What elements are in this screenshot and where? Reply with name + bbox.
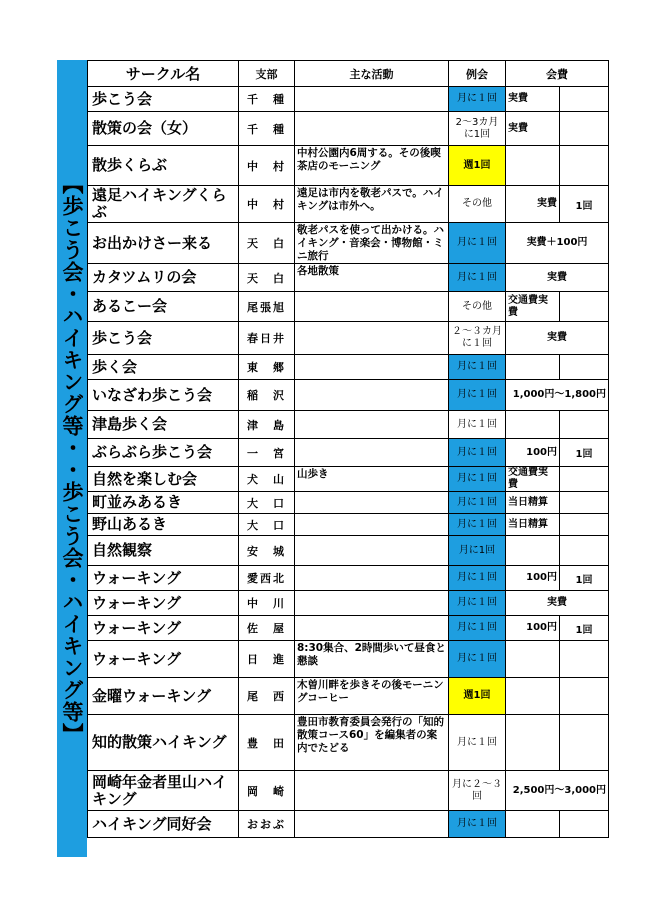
frequency-cell: 月に１回 <box>449 467 506 492</box>
branch-cell: 東 郷 <box>239 355 295 380</box>
circle-name: 自然を楽しむ会 <box>88 467 239 492</box>
fee-cell <box>506 536 560 566</box>
frequency-cell: 月に１回 <box>449 264 506 292</box>
fee-cell <box>506 641 560 678</box>
fee-cell: 2,500円～3,000円 <box>506 771 609 811</box>
side-title: 【歩こう会・ハイキング等・・歩こう会・ハイキング等】 <box>60 172 84 745</box>
activity-cell <box>295 536 449 566</box>
frequency-cell: 月に１回 <box>449 411 506 439</box>
activity-cell <box>295 811 449 838</box>
fee-cell: 100円 <box>506 566 560 591</box>
fee-cell <box>506 411 560 439</box>
table-row <box>88 322 609 355</box>
activity-cell <box>295 771 449 811</box>
branch-cell: 尾 西 <box>239 678 295 715</box>
frequency-cell: 月に１回 <box>449 223 506 264</box>
fee-count-cell <box>560 715 609 771</box>
activity-cell <box>295 439 449 467</box>
fee-count-cell <box>560 492 609 514</box>
frequency-cell: 週1回 <box>449 146 506 186</box>
activity-cell <box>295 355 449 380</box>
circle-name: 岡崎年金者里山ハイキング <box>88 771 239 811</box>
fee-cell: 100円 <box>506 439 560 467</box>
branch-cell: 天 白 <box>239 264 295 292</box>
activity-cell: 遠足は市内を敬老パスで。ハイキングは市外へ。 <box>295 186 449 223</box>
branch-cell: 大 口 <box>239 492 295 514</box>
header-branch: 支部 <box>239 61 295 87</box>
fee-cell: 実費 <box>506 591 609 616</box>
circle-name: ウォーキング <box>88 641 239 678</box>
table-row <box>88 678 609 715</box>
table-row <box>88 514 609 536</box>
table-row <box>88 292 609 322</box>
fee-cell: 当日精算 <box>506 514 560 536</box>
frequency-cell: 月に１回 <box>449 514 506 536</box>
header-activity: 主な活動 <box>295 61 449 87</box>
circle-name: 津島歩く会 <box>88 411 239 439</box>
table-row <box>88 771 609 811</box>
circle-name: 散歩くらぶ <box>88 146 239 186</box>
activity-cell: 豊田市教育委員会発行の「知的散策コース60」を編集者の案内でたどる <box>295 715 449 771</box>
frequency-cell: 月に１回 <box>449 566 506 591</box>
frequency-cell: 月に１回 <box>449 641 506 678</box>
header-row <box>88 61 609 87</box>
fee-cell: 実費 <box>506 264 609 292</box>
activity-cell <box>295 411 449 439</box>
branch-cell: 千 種 <box>239 112 295 146</box>
fee-cell <box>506 678 560 715</box>
frequency-cell: 月に１回 <box>449 355 506 380</box>
circle-name: 町並みあるき <box>88 492 239 514</box>
branch-cell: 中 川 <box>239 591 295 616</box>
fee-count-cell <box>560 411 609 439</box>
activity-cell <box>295 322 449 355</box>
circle-name: 知的散策ハイキング <box>88 715 239 771</box>
frequency-cell: 2～3カ月に1回 <box>449 112 506 146</box>
circle-name: 自然観察 <box>88 536 239 566</box>
circle-table <box>87 60 609 838</box>
fee-cell: 当日精算 <box>506 492 560 514</box>
activity-cell <box>295 380 449 411</box>
fee-cell <box>506 146 560 186</box>
fee-cell: 交通費実費 <box>506 292 560 322</box>
branch-cell: 岡 崎 <box>239 771 295 811</box>
branch-cell: 天 白 <box>239 223 295 264</box>
branch-cell: 稲 沢 <box>239 380 295 411</box>
table-row <box>88 186 609 223</box>
table-row <box>88 566 609 591</box>
frequency-cell: 月に１回 <box>449 715 506 771</box>
circle-name: ウォーキング <box>88 616 239 641</box>
table-row <box>88 146 609 186</box>
header-name: サークル名 <box>88 61 239 87</box>
activity-cell: 敬老パスを使って出かける。ハイキング・音楽会・博物館・ミニ旅行 <box>295 223 449 264</box>
branch-cell: 中 村 <box>239 186 295 223</box>
table-row <box>88 492 609 514</box>
circle-name: ウォーキング <box>88 566 239 591</box>
activity-cell: 各地散策 <box>295 264 449 292</box>
circle-name: お出かけさー来る <box>88 223 239 264</box>
branch-cell: 日 進 <box>239 641 295 678</box>
fee-count-cell <box>560 355 609 380</box>
branch-cell: 佐 屋 <box>239 616 295 641</box>
table-row <box>88 411 609 439</box>
header-fee: 会費 <box>506 61 609 87</box>
fee-count-cell <box>560 514 609 536</box>
activity-cell: 8:30集合、2時間歩いて昼食と懇談 <box>295 641 449 678</box>
circle-name: あるこー会 <box>88 292 239 322</box>
circle-name: 金曜ウォーキング <box>88 678 239 715</box>
fee-cell <box>506 355 560 380</box>
table-row <box>88 264 609 292</box>
fee-cell: 実費 <box>506 186 560 223</box>
fee-cell: 実費 <box>506 87 560 112</box>
activity-cell: 木曽川畔を歩きその後モーニングコーヒー <box>295 678 449 715</box>
frequency-cell: 月に1回 <box>449 536 506 566</box>
fee-count-cell <box>560 641 609 678</box>
side-title-band <box>57 60 87 857</box>
fee-cell: 実費 <box>506 112 560 146</box>
fee-cell: 100円 <box>506 616 560 641</box>
frequency-cell: 月に１回 <box>449 492 506 514</box>
branch-cell: 中 村 <box>239 146 295 186</box>
fee-count-cell: 1回 <box>560 616 609 641</box>
table-row <box>88 616 609 641</box>
table-row <box>88 439 609 467</box>
fee-count-cell <box>560 87 609 112</box>
table-row <box>88 467 609 492</box>
activity-cell <box>295 566 449 591</box>
frequency-cell: ２～３カ月に１回 <box>449 322 506 355</box>
circle-name: カタツムリの会 <box>88 264 239 292</box>
circle-name: ぶらぶら歩こう会 <box>88 439 239 467</box>
table-row <box>88 355 609 380</box>
activity-cell: 山歩き <box>295 467 449 492</box>
branch-cell: 豊 田 <box>239 715 295 771</box>
activity-cell <box>295 112 449 146</box>
frequency-cell: 月に１回 <box>449 811 506 838</box>
table-row <box>88 536 609 566</box>
branch-cell: 春日井 <box>239 322 295 355</box>
table-row <box>88 223 609 264</box>
branch-cell: 大 口 <box>239 514 295 536</box>
fee-count-cell <box>560 536 609 566</box>
fee-count-cell: 1回 <box>560 439 609 467</box>
fee-count-cell <box>560 678 609 715</box>
branch-cell: 津 島 <box>239 411 295 439</box>
activity-cell <box>295 591 449 616</box>
circle-name: 野山あるき <box>88 514 239 536</box>
branch-cell: 犬 山 <box>239 467 295 492</box>
frequency-cell: 月に１回 <box>449 591 506 616</box>
frequency-cell: 月に１回 <box>449 616 506 641</box>
circle-name: 歩く会 <box>88 355 239 380</box>
table-row <box>88 591 609 616</box>
branch-cell: 安 城 <box>239 536 295 566</box>
activity-cell: 中村公園内6周する。その後喫茶店のモーニング <box>295 146 449 186</box>
fee-cell: 実費 <box>506 322 609 355</box>
frequency-cell: 月に１回 <box>449 380 506 411</box>
frequency-cell: 週1回 <box>449 678 506 715</box>
activity-cell <box>295 492 449 514</box>
table-row <box>88 380 609 411</box>
frequency-cell: その他 <box>449 292 506 322</box>
fee-cell: 交通費実費 <box>506 467 560 492</box>
circle-name: 遠足ハイキングくらぶ <box>88 186 239 223</box>
circle-name: 歩こう会 <box>88 322 239 355</box>
fee-count-cell <box>560 112 609 146</box>
table-row <box>88 87 609 112</box>
fee-cell: 1,000円～1,800円 <box>506 380 609 411</box>
circle-name: ハイキング同好会 <box>88 811 239 838</box>
circle-name: 散策の会（女） <box>88 112 239 146</box>
fee-count-cell: 1回 <box>560 566 609 591</box>
branch-cell: 千 種 <box>239 87 295 112</box>
header-frequency: 例会 <box>449 61 506 87</box>
table-row <box>88 715 609 771</box>
fee-count-cell <box>560 292 609 322</box>
fee-cell <box>506 811 560 838</box>
frequency-cell: 月に１回 <box>449 87 506 112</box>
frequency-cell: その他 <box>449 186 506 223</box>
activity-cell <box>295 292 449 322</box>
table-row <box>88 112 609 146</box>
circle-name: 歩こう会 <box>88 87 239 112</box>
frequency-cell: 月に２～３回 <box>449 771 506 811</box>
table-row <box>88 811 609 838</box>
fee-count-cell <box>560 811 609 838</box>
activity-cell <box>295 514 449 536</box>
fee-cell <box>506 715 560 771</box>
branch-cell: おおぶ <box>239 811 295 838</box>
fee-cell: 実費＋100円 <box>506 223 609 264</box>
activity-cell <box>295 87 449 112</box>
circle-name: いなざわ歩こう会 <box>88 380 239 411</box>
branch-cell: 愛西北 <box>239 566 295 591</box>
table-row <box>88 641 609 678</box>
fee-count-cell: 1回 <box>560 186 609 223</box>
branch-cell: 一 宮 <box>239 439 295 467</box>
frequency-cell: 月に１回 <box>449 439 506 467</box>
fee-count-cell <box>560 467 609 492</box>
branch-cell: 尾張旭 <box>239 292 295 322</box>
fee-count-cell <box>560 146 609 186</box>
circle-name: ウォーキング <box>88 591 239 616</box>
activity-cell <box>295 616 449 641</box>
